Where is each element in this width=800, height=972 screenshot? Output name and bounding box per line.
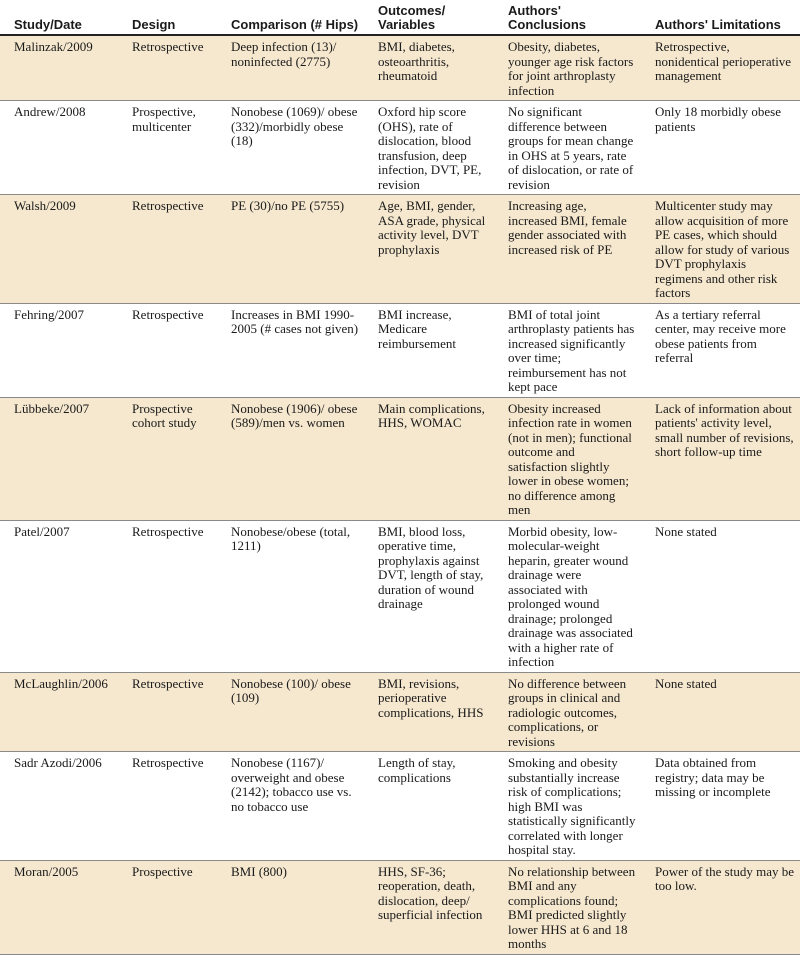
cell-limitations: Power of the study may be too low. [643, 860, 800, 954]
table-row [0, 195, 800, 304]
cell-conclusions: Obesity, diabetes, younger age risk factors for joint arthroplasty infection [496, 35, 643, 101]
cell-outcomes: Length of stay, complications [366, 752, 496, 861]
cell-study-date: Sadr Azodi/2006 [0, 752, 120, 861]
cell-design: Retrospective [120, 520, 219, 672]
header-outcomes: Outcomes/ Variables [366, 0, 496, 35]
cell-limitations: Lack of information about patients' activity level, small number of revisions, short follow-up time [643, 397, 800, 520]
cell-conclusions: No relationship between BMI and any complications found; BMI predicted slightly lower HHS at 6 and 18 months [496, 860, 643, 954]
cell-study-date: Fehring/2007 [0, 303, 120, 397]
cell-limitations: Retrospective, nonidentical perioperative management [643, 35, 800, 101]
cell-comparison: Increases in BMI 1990-2005 (# cases not given) [219, 303, 366, 397]
cell-design: Retrospective [120, 672, 219, 752]
cell-study-date: Walsh/2009 [0, 195, 120, 304]
table-row [0, 101, 800, 195]
cell-outcomes: Oxford hip score (OHS), rate of dislocation, blood transfusion, deep infection, DVT, PE, revision [366, 101, 496, 195]
cell-outcomes: Main complications, HHS, WOMAC [366, 397, 496, 520]
cell-study-date: Malinzak/2009 [0, 35, 120, 101]
cell-conclusions: No significant difference between groups for mean change in OHS at 5 years, rate of dislocation, or rate of revision [496, 101, 643, 195]
cell-limitations: As a tertiary referral center, may receive more obese patients from referral [643, 303, 800, 397]
cell-limitations: Data obtained from registry; data may be missing or incomplete [643, 752, 800, 861]
cell-study-date: McLaughlin/2006 [0, 672, 120, 752]
cell-outcomes: BMI, diabetes, osteoarthritis, rheumatoid [366, 35, 496, 101]
cell-design: Prospective, multicenter [120, 101, 219, 195]
cell-study-date: Andrew/2008 [0, 101, 120, 195]
cell-study-date: Lübbeke/2007 [0, 397, 120, 520]
table-row [0, 752, 800, 861]
cell-comparison: BMI (800) [219, 860, 366, 954]
header-limitations: Authors' Limitations [643, 0, 800, 35]
header-study-date: Study/Date [0, 0, 120, 35]
cell-conclusions: Smoking and obesity substantially increase risk of complications; high BMI was statistically significantly correlated with longer hospital stay. [496, 752, 643, 861]
cell-conclusions: BMI of total joint arthroplasty patients has increased significantly over time; reimbursement has not kept pace [496, 303, 643, 397]
cell-outcomes: BMI, blood loss, operative time, prophylaxis against DVT, length of stay, duration of wound drainage [366, 520, 496, 672]
header-comparison: Comparison (# Hips) [219, 0, 366, 35]
cell-study-date: Patel/2007 [0, 520, 120, 672]
cell-outcomes: BMI increase, Medicare reimbursement [366, 303, 496, 397]
cell-comparison: PE (30)/no PE (5755) [219, 195, 366, 304]
table-row [0, 397, 800, 520]
cell-limitations: None stated [643, 672, 800, 752]
cell-comparison: Deep infection (13)/ noninfected (2775) [219, 35, 366, 101]
table-row [0, 672, 800, 752]
cell-conclusions: Morbid obesity, low-molecular-weight heparin, greater wound drainage were associated with prolonged wound drainage; prolonged drainage was associated with a higher rate of infection [496, 520, 643, 672]
cell-comparison: Nonobese (1069)/ obese (332)/morbidly obese (18) [219, 101, 366, 195]
cell-conclusions: Obesity increased infection rate in women (not in men); functional outcome and satisfaction slightly lower in obese women; no difference among men [496, 397, 643, 520]
cell-outcomes: Age, BMI, gender, ASA grade, physical activity level, DVT prophylaxis [366, 195, 496, 304]
cell-design: Retrospective [120, 303, 219, 397]
table-row [0, 520, 800, 672]
cell-design: Retrospective [120, 35, 219, 101]
cell-conclusions: Increasing age, increased BMI, female gender associated with increased risk of PE [496, 195, 643, 304]
header-row [0, 0, 800, 35]
table-row [0, 303, 800, 397]
cell-outcomes: HHS, SF-36; reoperation, death, dislocation, deep/ superficial infection [366, 860, 496, 954]
table-row [0, 860, 800, 954]
cell-limitations: None stated [643, 520, 800, 672]
header-conclusions: Authors' Conclusions [496, 0, 643, 35]
cell-design: Prospective cohort study [120, 397, 219, 520]
cell-comparison: Nonobese (1906)/ obese (589)/men vs. women [219, 397, 366, 520]
header-design: Design [120, 0, 219, 35]
cell-design: Prospective [120, 860, 219, 954]
cell-design: Retrospective [120, 195, 219, 304]
cell-design: Retrospective [120, 752, 219, 861]
cell-comparison: Nonobese (1167)/ overweight and obese (2142); tobacco use vs. no tobacco use [219, 752, 366, 861]
cell-comparison: Nonobese (100)/ obese (109) [219, 672, 366, 752]
cell-limitations: Multicenter study may allow acquisition of more PE cases, which should allow for study of various DVT prophylaxis regimens and other risk factors [643, 195, 800, 304]
table-row [0, 35, 800, 101]
cell-outcomes: BMI, revisions, perioperative complications, HHS [366, 672, 496, 752]
cell-study-date: Moran/2005 [0, 860, 120, 954]
cell-conclusions: No difference between groups in clinical and radiologic outcomes, complications, or revisions [496, 672, 643, 752]
cell-comparison: Nonobese/obese (total, 1211) [219, 520, 366, 672]
cell-limitations: Only 18 morbidly obese patients [643, 101, 800, 195]
